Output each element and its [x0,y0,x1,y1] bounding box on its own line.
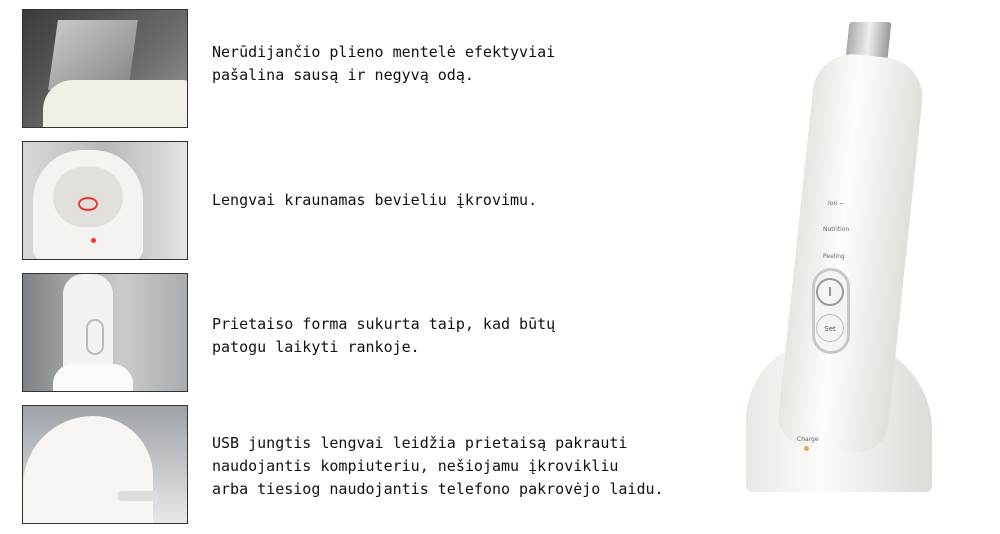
feature-text-4: USB jungtis lengvai leidžia prietaisą pakrauti naudojantis kompiuteriu, nešiojamu įkrovikliu arba tiesiog naudojantis telefono pakrovėjo laidu. [212,434,664,498]
charge-led [804,446,809,451]
mode-label-peeling: Peeling [823,253,845,260]
charge-label: Charge [797,436,819,443]
power-button: I [816,278,844,306]
feature-text-1: Nerūdijančio plieno mentelė efektyviai pašalina sausą ir negyvą odą. [212,43,556,84]
mode-label-ion: Ion − [828,200,845,207]
feature-text-2: Lengvai kraunamas bevieliu įkrovimu. [212,191,538,209]
set-button: Set [816,314,844,342]
thumbnail-wireless-charging [22,141,188,260]
thumbnail-usb [22,405,188,524]
feature-text-3: Prietaiso forma sukurta taip, kad būtų patogu laikyti rankoje. [212,315,556,356]
thumbnail-handheld [22,273,188,392]
mode-label-nutrition: Nutrition [823,226,850,233]
thumbnail-blade [22,9,188,128]
